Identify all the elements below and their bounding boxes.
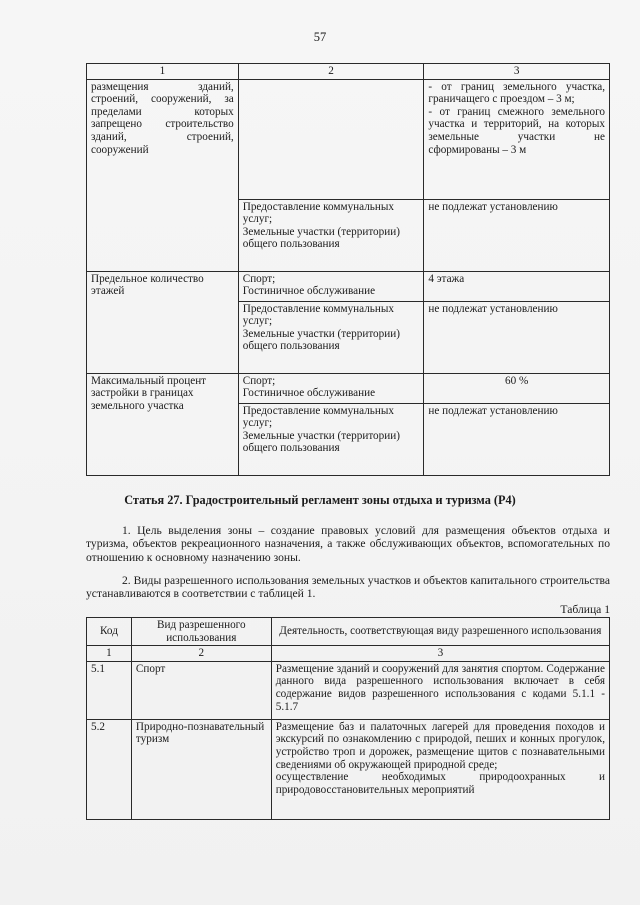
usage-type-cell: Предоставление коммунальных услуг; Земельные участки (территории) общего пользования: [238, 403, 424, 475]
usage-type-cell: Предоставление коммунальных услуг; Земельные участки (территории) общего пользования: [238, 301, 424, 373]
header-code: Код: [87, 618, 132, 646]
page-number: 57: [313, 30, 327, 44]
usage-type-cell: Спорт; Гостиничное обслуживание: [238, 271, 424, 301]
description-cell: Размещение баз и палаточных лагерей для проведения походов и экскурсий по ознакомлению с природой, пеших и конных прогулок, устройство троп и дорожек, размещение щитов с познавательными сведениями об окружающей природной среде; осуществление необходимых природоохранных и природовосстановительных мероприятий: [271, 719, 609, 819]
table-row: [87, 271, 610, 301]
code-cell: 5.1: [87, 661, 132, 719]
paragraph: [86, 574, 610, 601]
column-number-3: 3: [424, 64, 610, 80]
column-number-2: 2: [238, 64, 424, 80]
usage-type-cell: Предоставление коммунальных услуг; Земельные участки (территории) общего пользования: [238, 199, 424, 271]
usage-name-cell: Спорт: [131, 661, 271, 719]
column-number-1: 1: [87, 646, 132, 662]
header-activity: Деятельность, соответствующая виду разрешенного использования: [271, 618, 609, 646]
table-row: [87, 373, 610, 403]
table-caption: Таблица 1: [560, 603, 610, 616]
usage-name-cell: Природно-познавательный туризм: [131, 719, 271, 819]
article-heading: Статья 27. Градостроительный регламент зоны отдыха и туризма (Р4): [124, 493, 516, 507]
value-cell: не подлежат установлению: [424, 199, 610, 271]
value-cell: 60 %: [424, 373, 610, 403]
value-cell: не подлежат установлению: [424, 301, 610, 373]
code-cell: 5.2: [87, 719, 132, 819]
column-number-1: 1: [87, 64, 239, 80]
empty-cell: [238, 79, 424, 199]
table-row: [87, 719, 610, 819]
column-number-2: 2: [131, 646, 271, 662]
parameter-name-cell: Предельное количество этажей: [87, 271, 239, 373]
table-row: [87, 661, 610, 719]
parameter-name-cell: Максимальный процент застройки в границах земельного участка: [87, 373, 239, 475]
table-header-row: [87, 618, 610, 646]
paragraph-text: 2. Виды разрешенного использования земельных участков и объектов капитального строительства устанавливаются в соответствии с таблицей 1.: [86, 574, 610, 601]
table-header-row: [87, 64, 610, 80]
permitted-use-table: [86, 617, 610, 820]
paragraph-text: 1. Цель выделения зоны – создание правовых условий для размещения объектов отдыха и туризма, объектов рекреационного назначения, а также обслуживающих объектов, вспомогательных по отношению к основному назначению зоны.: [86, 524, 610, 564]
column-numbers-row: [87, 646, 610, 662]
column-number-3: 3: [271, 646, 609, 662]
paragraph: [86, 524, 610, 564]
table-row: [87, 79, 610, 199]
setback-value-cell: - от границ земельного участка, граничащего с проездом – 3 м; - от границ смежного земельного участка и территорий, на которых земельные участки не сформированы – 3 м: [424, 79, 610, 199]
value-cell: 4 этажа: [424, 271, 610, 301]
parameter-name-cell: размещения зданий, строений, сооружений, за пределами которых запрещено строительство зданий, строений, сооружений: [87, 79, 239, 271]
usage-type-cell: Спорт; Гостиничное обслуживание: [238, 373, 424, 403]
regulation-parameters-table: [86, 63, 610, 476]
value-cell: не подлежат установлению: [424, 403, 610, 475]
header-usage-type: Вид разрешенного использования: [131, 618, 271, 646]
description-cell: Размещение зданий и сооружений для занятия спортом. Содержание данного вида разрешенного использования включает в себя содержание видов разрешенного использования с кодами 5.1.1 - 5.1.7: [271, 661, 609, 719]
